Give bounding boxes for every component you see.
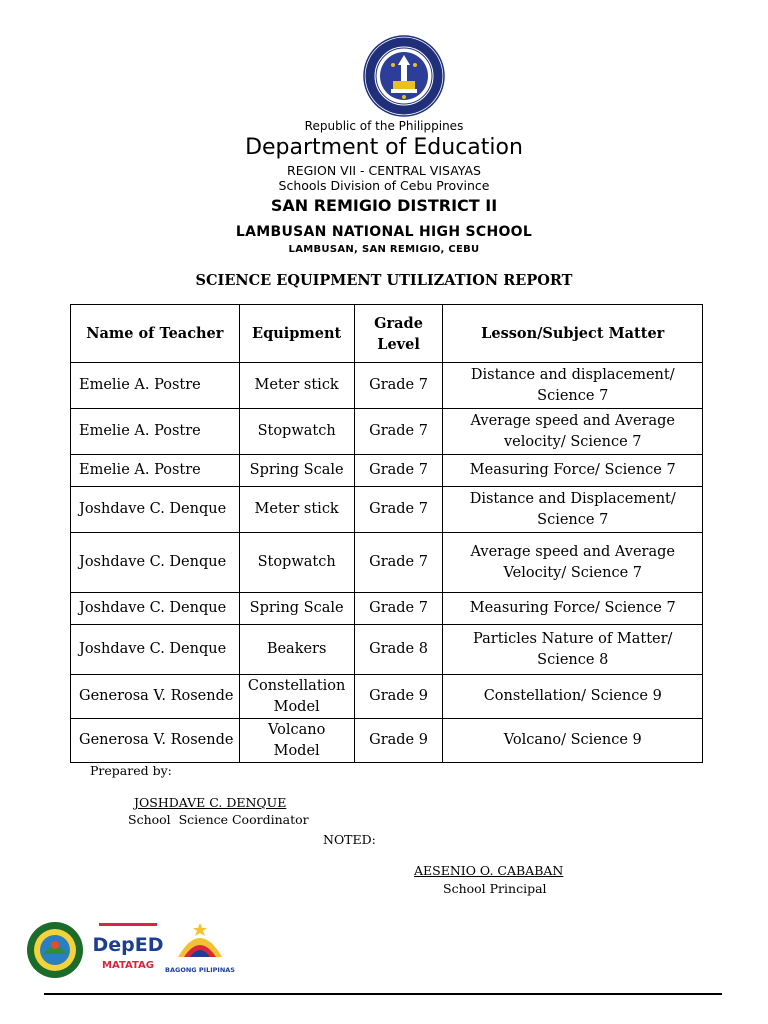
header-equipment: Equipment xyxy=(239,305,354,363)
school-name: LAMBUSAN NATIONAL HIGH SCHOOL xyxy=(235,224,533,240)
division-text: Schools Division of Cebu Province xyxy=(278,178,490,193)
cell-teacher: Emelie A. Postre xyxy=(71,363,240,409)
cell-teacher: Joshdave C. Denque xyxy=(71,593,240,625)
cell-teacher: Generosa V. Rosende xyxy=(71,719,240,763)
equipment-line: Beakers xyxy=(266,641,327,657)
cell-equipment xyxy=(239,675,354,719)
cell-teacher: Joshdave C. Denque xyxy=(71,533,240,593)
cell-teacher: Emelie A. Postre xyxy=(71,409,240,455)
cell-grade: Grade 9 xyxy=(354,719,443,763)
preparer-title: School Science Coordinator xyxy=(128,812,309,827)
lesson-line: velocity/ Science 7 xyxy=(503,433,642,450)
lesson-line: Constellation/ Science 9 xyxy=(483,688,662,704)
cell-teacher: Generosa V. Rosende xyxy=(71,675,240,719)
lesson-line: Velocity/ Science 7 xyxy=(503,564,642,581)
lesson-line: Particles Nature of Matter/ xyxy=(473,630,673,647)
header-grade xyxy=(354,305,443,363)
equipment-line: Stopwatch xyxy=(257,423,336,439)
equipment-line: Model xyxy=(273,698,320,715)
equipment-line: Meter stick xyxy=(254,377,339,393)
noter-name: AESENIO O. CABABAN xyxy=(414,863,564,878)
preparer-name: JOSHDAVE C. DENQUE xyxy=(134,795,287,810)
district-logo xyxy=(26,921,84,979)
header-grade-line2: Level xyxy=(377,335,420,353)
cell-lesson xyxy=(443,409,703,455)
footer-divider xyxy=(44,993,722,995)
table-row xyxy=(71,487,703,533)
lesson-line: Distance and displacement/ xyxy=(470,366,675,383)
table-row xyxy=(71,625,703,675)
table-row xyxy=(71,593,703,625)
lesson-line: Distance and Displacement/ xyxy=(469,490,676,507)
deped-matatag-logo xyxy=(92,921,164,977)
cell-grade: Grade 7 xyxy=(354,487,443,533)
cell-equipment xyxy=(239,455,354,487)
lesson-line: Volcano/ Science 9 xyxy=(503,732,642,748)
lesson-line: Science 7 xyxy=(537,511,609,528)
cell-lesson xyxy=(443,533,703,593)
cell-lesson xyxy=(443,625,703,675)
department-title: Department of Education xyxy=(245,135,523,160)
cell-lesson xyxy=(443,675,703,719)
lesson-line: Measuring Force/ Science 7 xyxy=(469,600,676,616)
equipment-line: Spring Scale xyxy=(249,600,344,616)
lesson-line: Average speed and Average xyxy=(470,412,675,429)
table-row xyxy=(71,533,703,593)
header-lesson: Lesson/Subject Matter xyxy=(443,305,703,363)
bagong-pilipinas-logo xyxy=(165,919,235,977)
cell-equipment xyxy=(239,533,354,593)
table-header-row xyxy=(71,305,703,363)
cell-equipment xyxy=(239,719,354,763)
cell-grade: Grade 7 xyxy=(354,455,443,487)
table-row xyxy=(71,675,703,719)
cell-lesson xyxy=(443,487,703,533)
equipment-line: Constellation xyxy=(247,677,346,694)
equipment-line: Spring Scale xyxy=(249,462,344,478)
cell-grade: Grade 7 xyxy=(354,533,443,593)
equipment-line: Volcano xyxy=(267,721,326,738)
cell-equipment xyxy=(239,625,354,675)
lesson-line: Science 7 xyxy=(537,387,609,404)
cell-equipment xyxy=(239,363,354,409)
table-row xyxy=(71,455,703,487)
cell-grade: Grade 7 xyxy=(354,409,443,455)
equipment-line: Stopwatch xyxy=(257,554,336,570)
cell-grade: Grade 9 xyxy=(354,675,443,719)
cell-teacher: Emelie A. Postre xyxy=(71,455,240,487)
cell-equipment xyxy=(239,593,354,625)
cell-equipment xyxy=(239,487,354,533)
deped-logo-text: DepED xyxy=(92,934,164,956)
table-row xyxy=(71,719,703,763)
equipment-line: Model xyxy=(273,742,320,759)
deped-seal-logo xyxy=(363,35,445,117)
matatag-logo-text: MATATAG xyxy=(102,960,154,971)
cell-equipment xyxy=(239,409,354,455)
noted-label: NOTED: xyxy=(323,832,376,847)
cell-teacher: Joshdave C. Denque xyxy=(71,487,240,533)
report-title: SCIENCE EQUIPMENT UTILIZATION REPORT xyxy=(195,272,573,289)
lesson-line: Average speed and Average xyxy=(470,543,675,560)
cell-lesson xyxy=(443,593,703,625)
table-row xyxy=(71,363,703,409)
region-text: REGION VII - CENTRAL VISAYAS xyxy=(287,163,481,178)
school-address: LAMBUSAN, SAN REMIGIO, CEBU xyxy=(288,244,480,255)
lesson-line: Science 8 xyxy=(537,651,609,668)
noter-title: School Principal xyxy=(443,881,547,896)
cell-grade: Grade 7 xyxy=(354,363,443,409)
republic-text: Republic of the Philippines xyxy=(304,119,464,133)
cell-teacher: Joshdave C. Denque xyxy=(71,625,240,675)
bagong-logo-text: BAGONG PILIPINAS xyxy=(165,966,235,974)
table-body xyxy=(71,363,703,763)
header-grade-line1: Grade xyxy=(374,314,423,332)
equipment-line: Meter stick xyxy=(254,501,339,517)
cell-lesson xyxy=(443,363,703,409)
header-teacher: Name of Teacher xyxy=(71,305,240,363)
prepared-label: Prepared by: xyxy=(90,763,172,778)
cell-grade: Grade 7 xyxy=(354,593,443,625)
district-title: SAN REMIGIO DISTRICT II xyxy=(270,196,498,215)
cell-grade: Grade 8 xyxy=(354,625,443,675)
cell-lesson xyxy=(443,455,703,487)
lesson-line: Measuring Force/ Science 7 xyxy=(469,462,676,478)
utilization-table xyxy=(70,304,703,763)
cell-lesson xyxy=(443,719,703,763)
table-row xyxy=(71,409,703,455)
